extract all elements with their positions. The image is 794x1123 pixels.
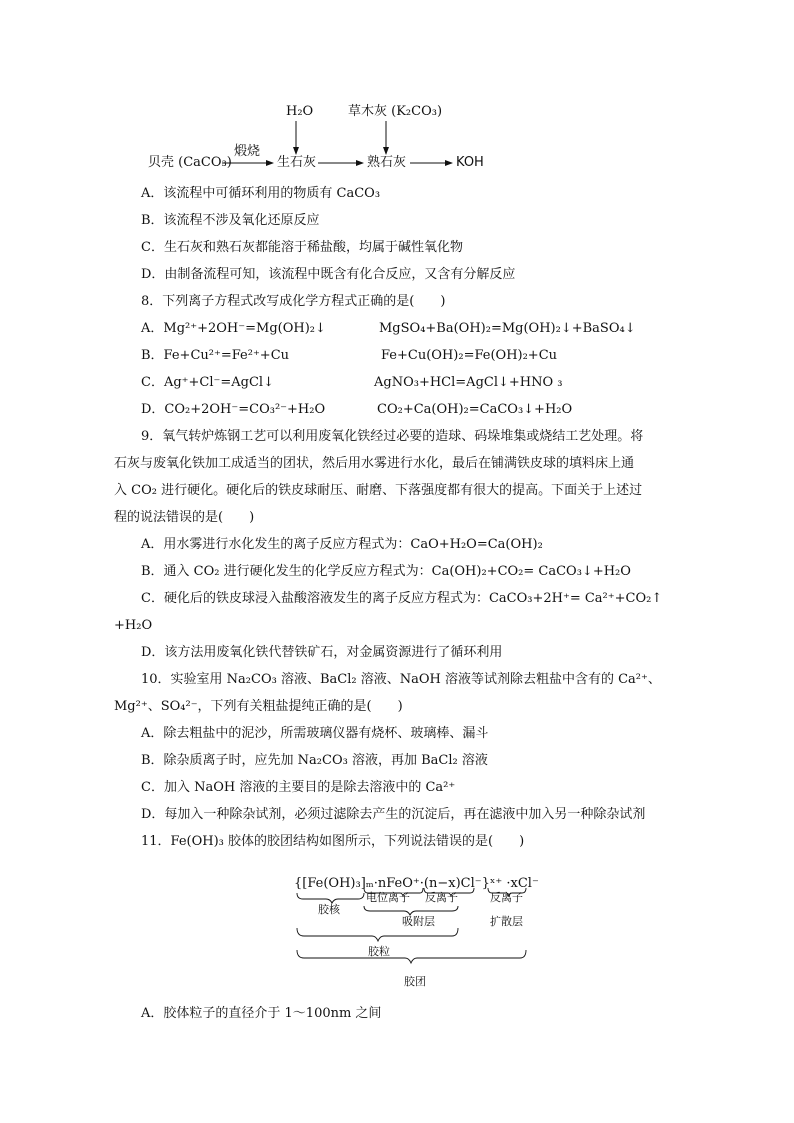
label-diffusion-layer: 扩散层 [490, 915, 523, 928]
q8-option-d-ion: D．CO₂+2OH⁻=CO₃²⁻+H₂O [141, 402, 326, 417]
label-counter-ion-outer: 反离子 [490, 891, 523, 904]
q8-option-d-eq: CO₂+Ca(OH)₂=CaCO₃↓+H₂O [377, 402, 573, 417]
q10-option-d: D．每加入一种除杂试剂，必须过滤除去产生的沉淀后，再在滤液中加入另一种除杂试剂 [141, 807, 646, 822]
q10-option-c: C．加入 NaOH 溶液的主要目的是除去溶液中的 Ca²⁺ [141, 780, 456, 795]
q9-stem-line2: 石灰与废氧化铁加工成适当的团状，然后用水雾进行水化，最后在铺满铁皮球的填料床上通 [114, 456, 635, 471]
flow-water: H₂O [286, 104, 314, 119]
q8-option-c-ion: C．Ag⁺+Cl⁻=AgCl↓ [141, 375, 274, 390]
flow-quicklime: 生石灰 [277, 155, 317, 170]
q9-option-b: B．通入 CO₂ 进行硬化发生的化学反应方程式为：Ca(OH)₂+CO₂= CaCO₃↓+H₂O [141, 564, 631, 579]
q8-option-c-eq: AgNO₃+HCl=AgCl↓+HNO ₃ [374, 375, 563, 390]
q9-option-a: A．用水雾进行水化发生的离子反应方程式为：CaO+H₂O=Ca(OH)₂ [141, 537, 543, 552]
q8-option-a-ion: A．Mg²⁺+2OH⁻=Mg(OH)₂↓ [141, 321, 326, 336]
label-counter-ion: 反离子 [425, 891, 458, 904]
q11-option-a: A．胶体粒子的直径介于 1～100nm 之间 [141, 1006, 382, 1021]
q9-stem-line3: 入 CO₂ 进行硬化。硬化后的铁皮球耐压、耐磨、下落强度都有很大的提高。下面关于上述过 [114, 483, 643, 498]
flow-calcine: 煅烧 [234, 144, 261, 159]
q7-option-b: B．该流程不涉及氧化还原反应 [141, 213, 320, 228]
q10-stem-line1: 10．实验室用 Na₂CO₃ 溶液、BaCl₂ 溶液、NaOH 溶液等试剂除去粗盐中含有的 Ca²⁺、 [141, 672, 661, 687]
label-micelle: 胶团 [404, 975, 426, 988]
q9-stem-line4: 程的说法错误的是( ) [114, 510, 255, 525]
q10-stem-line2: Mg²⁺、SO₄²⁻，下列有关粗盐提纯正确的是( ) [114, 699, 403, 714]
q11-stem: 11．Fe(OH)₃ 胶体的胶团结构如图所示，下列说法错误的是( ) [141, 834, 525, 849]
label-adsorption-layer: 吸附层 [402, 915, 435, 928]
q10-option-b: B．除杂质离子时，应先加 Na₂CO₃ 溶液，再加 BaCl₂ 溶液 [141, 753, 488, 768]
label-potential-ion: 电位离子 [366, 891, 410, 904]
flow-shell: 贝壳 (CaCO₃) [148, 155, 232, 170]
q7-option-a: A．该流程中可循环利用的物质有 CaCO₃ [141, 186, 381, 201]
q9-option-c-cont: +H₂O [114, 618, 153, 633]
q9-stem-line1: 9．氧气转炉炼钢工艺可以利用废氧化铁经过必要的造球、码垛堆集或烧结工艺处理。将 [141, 429, 644, 444]
q8-option-b-ion: B．Fe+Cu²⁺=Fe²⁺+Cu [141, 348, 290, 363]
q10-option-a: A．除去粗盐中的泥沙，所需玻璃仪器有烧杯、玻璃棒、漏斗 [141, 726, 489, 741]
q7-option-d: D．由制备流程可知，该流程中既含有化合反应，又含有分解反应 [141, 267, 516, 282]
label-colloid-particle: 胶粒 [368, 945, 390, 958]
flow-slaked: 熟石灰 [367, 155, 407, 170]
q8-option-b-eq: Fe+Cu(OH)₂=Fe(OH)₂+Cu [381, 348, 558, 363]
q8-stem: 8．下列离子方程式改写成化学方程式正确的是( ) [141, 294, 446, 309]
q9-option-d: D．该方法用废氧化铁代替铁矿石，对金属资源进行了循环利用 [141, 645, 503, 660]
flow-koh: KOH [456, 155, 484, 170]
q8-option-a-eq: MgSO₄+Ba(OH)₂=Mg(OH)₂↓+BaSO₄↓ [379, 321, 636, 336]
q7-option-c: C．生石灰和熟石灰都能溶于稀盐酸，均属于碱性氧化物 [141, 240, 463, 255]
q9-option-c: C．硬化后的铁皮球浸入盐酸溶液发生的离子反应方程式为：CaCO₃+2H⁺= Ca²⁺+CO₂↑ [141, 591, 663, 606]
micelle-formula: {[Fe(OH)₃]ₘ·nFeO⁺·(n−x)Cl⁻}ˣ⁺ ·xCl⁻ [294, 876, 539, 891]
flow-ash: 草木灰 (K₂CO₃) [348, 104, 443, 119]
label-core: 胶核 [318, 903, 340, 916]
